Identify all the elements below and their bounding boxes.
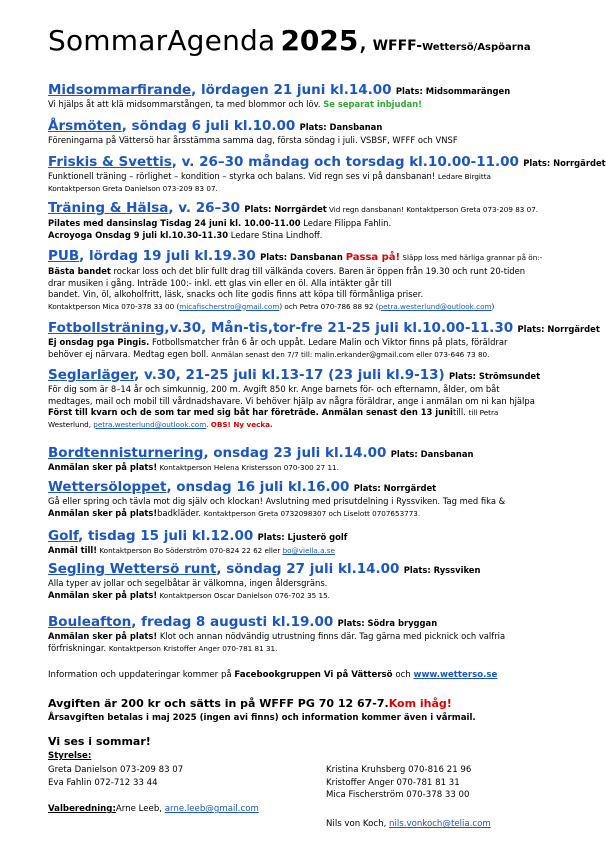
board-right-column [326, 764, 471, 802]
event-email-link[interactable]: bo@viella.a.se [282, 546, 335, 555]
event-text-line [48, 266, 588, 278]
nomination-member-email[interactable]: nils.vonkoch@telia.com [389, 819, 491, 829]
event-text-line [48, 99, 588, 111]
event-contact: Kontaktperson Mica 070-378 33 00 ( [48, 301, 180, 311]
event-text-line [48, 462, 588, 474]
event-name: PUB [48, 248, 80, 264]
event-text: Vi hjälps åt att klä midsommarstången, ta med blommor och löv. [48, 99, 324, 109]
event-text-bold: Ej onsdag pga Pingis. [48, 337, 150, 347]
fee-line [48, 697, 452, 710]
event-text: drar musiken i gång. Inträde 100:- inkl. ett glas vin eller en öl. Alla intäkter går till [48, 277, 392, 288]
event-text: förfriskningar. [48, 642, 109, 653]
event-name: Bordtennisturnering [48, 445, 204, 461]
event-date: , lördag 19 juli kl.19.30 [79, 248, 256, 264]
event-text-bold: Först till kvarn och de som tar med sig båt har företräde. Anmälan senast den 13 juni [48, 407, 453, 418]
event-heading [48, 528, 588, 545]
event-contact: Kontaktperson Oscar Danielson 076-702 35 15. [157, 590, 330, 600]
event-text-line [48, 643, 588, 655]
event-pub [48, 248, 588, 312]
event-date: , onsdag 16 juli kl.16.00 [166, 479, 350, 495]
event-heading [48, 118, 588, 135]
event-text-line [48, 218, 588, 230]
event-contact: Anmälan senast den 7/7 till: malin.erkander@gmail.com eller 073-646 73 80. [211, 349, 490, 359]
event-name: Friskis & Svettis [48, 154, 172, 170]
event-text: bandet. Vin, öl, alkoholfritt, läsk, snacks och lite godis finns att köpa till förmånliga priser. [48, 289, 424, 300]
event-golf [48, 528, 588, 557]
event-heading [48, 154, 606, 171]
event-contact: Westerlund, [48, 419, 94, 429]
title-main: SommarAgenda [48, 24, 276, 57]
event-location: Plats: Dansbanan [260, 252, 346, 262]
event-heading [48, 248, 588, 266]
event-date: , v.30, 21-25 juli kl.13-17 (23 juli kl.9-13) [134, 367, 445, 383]
closing-greeting: Vi ses i sommar! [48, 735, 151, 748]
event-contact: Ledare Birgitta [437, 172, 491, 181]
event-text-line [48, 631, 588, 643]
website-link[interactable]: www.wetterso.se [413, 670, 498, 680]
board-member: Mica Fischerström 070-378 33 00 [326, 790, 470, 801]
board-member: Kristina Kruhsberg 070-816 21 96 [326, 765, 472, 775]
event-midsommar [48, 82, 588, 111]
event-date: ,v.30, Mån-tis,tor-fre 21-25 juli kl.10.00-11.30 [164, 320, 514, 336]
event-text: Klot och annan nödvändig utrustning finns där. Tag gärna med picknick och valfria [157, 631, 506, 641]
event-location: Plats: Dansbanan [299, 122, 383, 132]
event-warning: OBS! Ny vecka. [210, 419, 273, 429]
event-segling [48, 561, 588, 601]
event-text-line [48, 496, 588, 508]
info-text: Information och uppdateringar kommer på [48, 670, 235, 680]
event-contact: . [206, 419, 211, 429]
event-name: Golf [48, 528, 79, 544]
title-org: WFFF- [372, 38, 423, 54]
event-date: , fredag 8 augusti kl.19.00 [131, 614, 334, 630]
event-location: Plats: Norrgärdet [517, 324, 600, 334]
event-text-line [48, 545, 588, 557]
event-arsmoten [48, 118, 588, 147]
event-text-bold: Anmälan sker på plats! [48, 462, 158, 472]
event-heading [48, 561, 588, 578]
event-location: Plats: Norrgärdet [244, 204, 327, 214]
event-text: För dig som är 8–14 år och simkunnig, 200 m. Avgift 850 kr. Ange barnets för- och efternamn, ålder, om båt [48, 384, 500, 394]
fee-text: Avgiften är 200 kr och sätts in på WFFF PG 70 12 67-7. [48, 697, 389, 710]
event-text: Funktionell träning – rörlighet – kondition – styrka och balans. Vid regn ses vi på dansbanan! [48, 171, 438, 181]
board-member: Greta Danielson 073-209 83 07 [48, 765, 184, 775]
event-text-line [48, 289, 588, 301]
event-heading [48, 82, 588, 99]
event-highlight: Passa på! [345, 252, 401, 263]
event-contact: till Petra [468, 408, 499, 418]
event-email-link[interactable]: micafischerstro@gmail.com [179, 301, 280, 311]
event-location: Plats: Ryssviken [403, 565, 481, 575]
annual-fee-line: Årsavgiften betalas i maj 2025 (ingen avi finns) och information kommer även i vårmail. [48, 713, 476, 723]
event-date: , v. 26–30 måndag och torsdag kl.10.00-11.00 [171, 154, 519, 170]
event-text-line [48, 384, 588, 396]
event-wettersoloppet [48, 479, 588, 519]
event-text: till. [452, 407, 469, 418]
facebook-group: Facebookgruppen Vi på Vättersö [234, 670, 393, 680]
event-location-note: Vid regn dansbanan! Kontaktperson Greta 073-209 83 07. [326, 205, 539, 214]
event-email-link[interactable]: petra.westerlund@outlook.com [93, 419, 207, 429]
event-heading [48, 320, 600, 337]
event-location: Plats: Midsommarängen [395, 86, 511, 96]
board-member: Kristoffer Anger 070-781 81 31 [326, 777, 460, 788]
nomination-member: Arne Leeb, [115, 804, 165, 814]
event-date: , v. 26–30 [168, 200, 241, 216]
event-date: , tisdag 15 juli kl.12.00 [78, 528, 254, 544]
event-location: Plats: Norrgärdet [523, 158, 606, 168]
event-text-line [48, 337, 588, 349]
event-text-line [48, 396, 588, 408]
event-text-line [48, 230, 588, 242]
event-location: Plats: Ljusterö golf [257, 532, 348, 542]
event-text-line [48, 135, 588, 147]
event-note: Se separat inbjudan! [323, 99, 422, 109]
nomination-member-2 [326, 819, 491, 829]
fee-reminder: Kom ihåg! [388, 697, 452, 710]
event-contact: Kontaktperson Helena Kristersson 070-300 27 11. [157, 463, 339, 472]
event-name: Segling Wettersö runt [48, 561, 217, 577]
title-year: 2025 [280, 24, 359, 57]
event-text: Föreningarna på Vättersö har årsstämma samma dag, första söndag i juli. VSBSF, WFFF och VNSF [48, 135, 458, 145]
event-name: Årsmöten [48, 118, 122, 134]
event-text-line [48, 419, 588, 431]
event-friskis [48, 154, 606, 194]
event-contact: ) [491, 301, 495, 311]
board-member: Eva Fahlin 072-712 33 44 [48, 777, 158, 788]
event-text: Fotbollsmatcher från 6 år och uppåt. Ledare Malin och Viktor finns på plats, föräldrar [149, 337, 508, 347]
event-text: Ledare Filippa Fahlin. [300, 218, 392, 228]
event-text-bold: Anmäl till! [48, 545, 98, 555]
event-text-line [48, 301, 588, 313]
event-date: , lördagen 21 juni kl.14.00 [191, 82, 392, 98]
event-contact: ) och Petra 070-786 88 92 ( [279, 301, 379, 311]
event-text: Alla typer av jollar och segelbåtar är välkomna, ingen åldersgräns. [48, 578, 328, 588]
event-date: , söndag 27 juli kl.14.00 [216, 561, 400, 577]
event-contact: Kontaktperson Bo Söderström 070-824 22 62 eller [97, 546, 283, 555]
event-boule [48, 614, 588, 654]
info-line [48, 670, 497, 680]
event-name: Träning & Hälsa [48, 200, 169, 216]
event-text: Ledare Stina Lindhoff. [228, 229, 323, 240]
event-location-note: Släpp loss med härliga grannar på ön:- [400, 253, 543, 262]
event-text-bold: Anmälan sker på plats! [48, 507, 158, 518]
title-sep: , [358, 24, 368, 57]
event-text-line [48, 171, 588, 183]
event-heading [48, 445, 588, 462]
event-text: medtages, mail och mobil till vårdnadshavare. Vi behöver hjälp av några föräldrar, ange i anmälan om ni kan hjälpa [48, 395, 535, 406]
event-text: rockar loss och det blir fullt drag till välkända covers. Baren är öppen från 19.30 och runt 20-tiden [110, 266, 526, 276]
event-text-bold: Pilates med dansinslag Tisdag 24 juni kl. 10.00-11.00 [48, 218, 301, 228]
event-date: , söndag 6 juli kl.10.00 [121, 118, 296, 134]
title-org-sub: Wettersö/Aspöarna [422, 42, 531, 53]
event-fotboll [48, 320, 600, 360]
nomination-committee [48, 804, 259, 814]
event-text-line [48, 349, 588, 361]
board-label: Styrelse: [48, 751, 92, 761]
info-and: och [392, 670, 414, 680]
event-text-bold: Anmälan sker på plats! [48, 589, 158, 600]
event-date: , onsdag 23 juli kl.14.00 [203, 445, 387, 461]
event-name: Midsommarfirande [48, 82, 192, 98]
event-name: Bouleafton [48, 614, 132, 630]
event-text-line [48, 278, 588, 290]
nomination-label: Valberedning: [48, 804, 116, 814]
event-text: Gå eller spring och tävla mot dig själv och klockan! Avslutning med prisutdelning i Ryssviken. Tag med fika & [48, 496, 506, 506]
event-name: Seglarläger [48, 367, 135, 383]
event-location: Plats: Södra bryggan [337, 618, 438, 628]
event-text-line [48, 183, 588, 195]
event-text-line [48, 590, 588, 602]
event-text-bold: Anmälan sker på plats! [48, 631, 158, 641]
event-contact: Kontaktperson Greta Danielson 073-209 83 07. [48, 183, 218, 193]
nomination-email[interactable]: arne.leeb@gmail.com [164, 804, 259, 814]
nomination-member-name: Nils von Koch, [326, 819, 390, 829]
event-text: badkläder. [157, 507, 204, 518]
event-text-line [48, 578, 588, 590]
event-text-line [48, 407, 588, 419]
event-name: Wettersöloppet [48, 479, 167, 495]
board-left-column [48, 764, 183, 789]
event-heading [48, 479, 588, 496]
event-email-link[interactable]: petra.westerlund@outlook.com [378, 301, 492, 311]
event-bordtennis [48, 445, 588, 474]
event-location: Plats: Norrgärdet [353, 483, 437, 493]
event-text: behöver ej närvara. Medtag egen boll. [48, 348, 212, 359]
event-heading [48, 200, 588, 218]
event-segel [48, 367, 588, 430]
event-contact: Kontaktperson Kristoffer Anger 070-781 81 31. [108, 643, 278, 653]
event-location: Plats: Dansbanan [390, 449, 474, 459]
event-text-bold: Acroyoga Onsdag 9 juli kl.10.30-11.30 [48, 229, 229, 240]
event-contact: Kontaktperson Greta 0732098307 och Liselott 0707653773. [203, 508, 421, 518]
event-location: Plats: Strömsundet [448, 371, 541, 381]
event-traning [48, 200, 588, 241]
page-title [48, 24, 531, 57]
event-text-bold: Bästa bandet [48, 266, 111, 276]
event-heading [48, 367, 588, 384]
event-text-line [48, 508, 588, 520]
event-heading [48, 614, 588, 631]
event-name: Fotbollsträning [48, 320, 165, 336]
